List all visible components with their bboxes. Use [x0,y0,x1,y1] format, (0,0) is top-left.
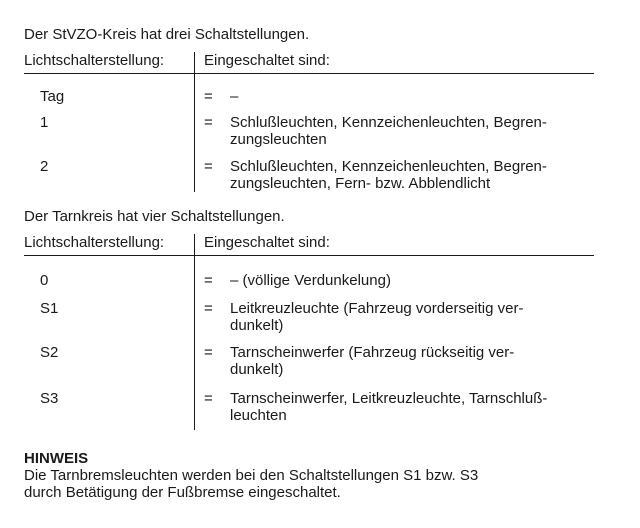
row-value-line: leuchten [230,407,287,424]
row-value-line: dunkelt) [230,317,284,334]
tarn-body-divider [194,256,195,430]
row-equals: = [204,390,213,407]
row-key: Tag [40,88,65,105]
row-equals: = [204,300,213,317]
stvzo-header-row [24,52,594,74]
row-value [230,114,590,148]
stvzo-table [24,52,594,192]
hinweis-line: durch Betätigung der Fußbremse eingeschaltet. [24,484,341,501]
hinweis-line: Die Tarnbremsleuchten werden bei den Schaltstellungen S1 bzw. S3 [24,467,479,484]
row-key: S3 [40,390,59,407]
row-value [230,158,590,192]
row-value-line: Tarnscheinwerfer, Leitkreuzleuchte, Tarnschluß- [230,390,548,407]
row-equals: = [204,114,213,131]
row-value-line: Schlußleuchten, Kennzeichenleuchten, Begren- [230,158,547,175]
row-key: 2 [40,158,49,175]
row-value-line: dunkelt) [230,361,284,378]
row-equals: = [204,344,213,361]
row-value-line: zungsleuchten, Fern- bzw. Abblendlicht [230,175,491,192]
row-value: – (völlige Verdunkelung) [230,272,391,289]
stvzo-header-right: Eingeschaltet sind: [204,52,330,69]
stvzo-body-divider [194,74,195,192]
row-value-line: zungsleuchten [230,131,327,148]
row-value-line: Schlußleuchten, Kennzeichenleuchten, Begren- [230,114,547,131]
row-value-line: Tarnscheinwerfer (Fahrzeug rückseitig ver- [230,344,515,361]
stvzo-header-rule [24,73,594,74]
row-value: – [230,88,239,105]
hinweis-note [24,450,614,501]
stvzo-intro: Der StVZO-Kreis hat drei Schaltstellungen. [24,26,310,43]
row-equals: = [204,272,213,289]
row-key: 1 [40,114,49,131]
tarn-header-divider [194,234,195,256]
hinweis-title: HINWEIS [24,450,89,467]
tarn-intro: Der Tarnkreis hat vier Schaltstellungen. [24,208,285,225]
row-equals: = [204,88,213,105]
tarn-header-right: Eingeschaltet sind: [204,234,330,251]
row-value [230,300,590,334]
row-equals: = [204,158,213,175]
row-value [230,344,590,378]
stvzo-header-divider [194,52,195,74]
tarn-header-rule [24,255,594,256]
row-key: 0 [40,272,49,289]
stvzo-header-left: Lichtschalterstellung: [24,52,165,69]
tarn-table [24,234,594,430]
tarn-header-row [24,234,594,256]
row-value-line: Leitkreuzleuchte (Fahrzeug vorderseitig ver- [230,300,524,317]
row-value [230,390,590,424]
row-key: S2 [40,344,59,361]
tarn-header-left: Lichtschalterstellung: [24,234,165,251]
row-key: S1 [40,300,59,317]
